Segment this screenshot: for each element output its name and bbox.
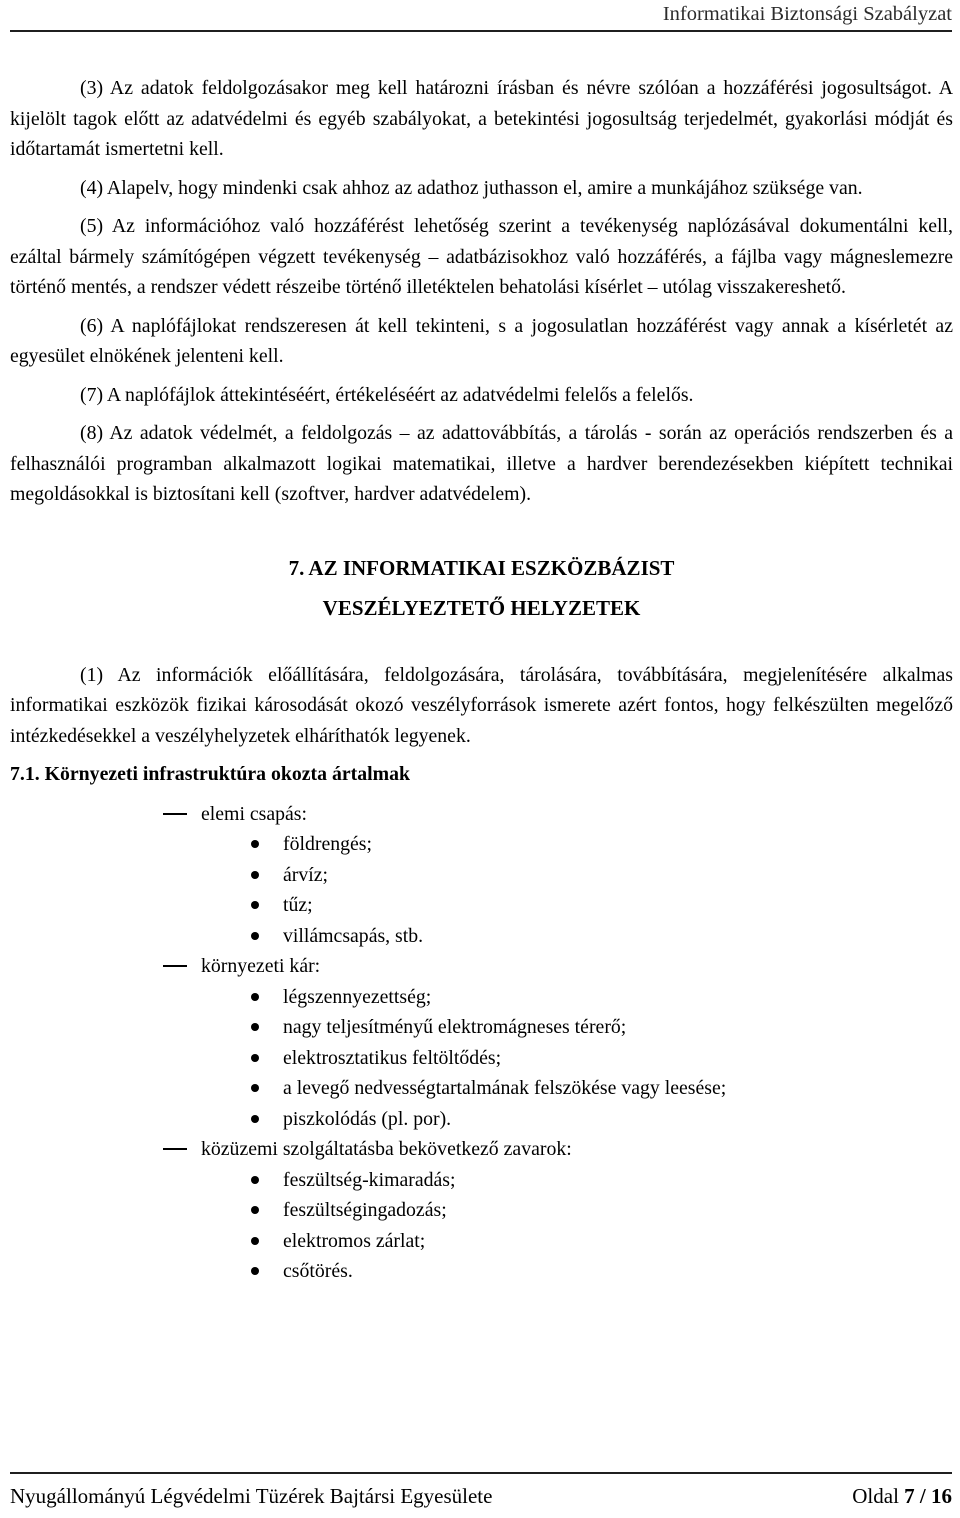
page-content (10, 73, 953, 1287)
list-item-group (10, 1134, 953, 1287)
list-item (10, 982, 953, 1013)
hazard-list (10, 799, 953, 1287)
chapter-title-line-2: VESZÉLYEZTETŐ HELYZETEK (322, 595, 641, 620)
list-item-group (10, 799, 953, 952)
list-item-text: villámcsapás, stb. (283, 924, 424, 947)
page-separator: / (919, 1484, 926, 1508)
list-item-text: nagy teljesítményű elektromágneses térerő; (283, 1016, 627, 1038)
list-item (10, 890, 953, 921)
list-item (10, 860, 953, 891)
list-item (10, 1195, 953, 1226)
page-footer (10, 1472, 952, 1514)
bullet-marker (251, 932, 259, 940)
chapter-title-line-1: 7. AZ INFORMATIKAI ESZKÖZBÁZIST (288, 555, 675, 580)
sub-list (201, 982, 953, 1135)
list-item-text: feszültségingadozás; (283, 1199, 447, 1221)
paragraph-6: (6) A naplófájlokat rendszeresen át kell tekinteni, s a jogosulatlan hozzáférést vagy annak a kísérletét az egyesület elnökének jelenteni kell. (10, 314, 953, 367)
dash-marker (163, 965, 187, 967)
page-current: 7 (904, 1484, 915, 1508)
paragraph-8: (8) Az adatok védelmét, a feldolgozás – az adattovábbítás, a tárolás - során az operációs rendszerben és a felhasználói programban alkalmazott logikai matematikai, illetve a hardver berendezésekben kiépített technikai megoldásokkal is biztosítani kell (szoftver, hardver adatvédelem). (10, 422, 953, 505)
paragraph-7: (7) A naplófájlok áttekintéséért, értékeléséért az adatvédelmi felelős a felelős. (80, 383, 694, 406)
bullet-marker (251, 871, 259, 879)
list-item-text: tűz; (283, 894, 313, 916)
list-item-text: a levegő nedvességtartalmának felszökése vagy leesése; (283, 1077, 727, 1099)
list-item-text: légszennyezettség; (283, 985, 432, 1008)
group-label: közüzemi szolgáltatásba bekövetkező zavarok: (201, 1138, 572, 1160)
list-item (10, 1226, 953, 1257)
bullet-marker (251, 840, 259, 848)
list-item (10, 1043, 953, 1074)
chapter-intro-paragraph: (1) Az információk előállítására, feldolgozására, tárolására, továbbítására, megjelenítésére alkalmas informatikai eszközök fizikai károsodását okozó veszélyforrások ismerete azért fontos, hogy felkészülten megelőző intézkedésekkel a veszélyhelyzetek elháríthatók legyenek. (10, 663, 953, 747)
page-number (852, 1474, 952, 1518)
bullet-marker (251, 901, 259, 909)
list-item-text: elektromos zárlat; (283, 1229, 426, 1252)
bullet-marker (251, 1023, 259, 1031)
list-item (10, 921, 953, 952)
bullet-marker (251, 1084, 259, 1092)
list-item (10, 1104, 953, 1135)
bullet-marker (251, 1176, 259, 1184)
page-total: 16 (931, 1484, 952, 1508)
list-item-text: feszültség-kimaradás; (283, 1168, 456, 1191)
bullet-marker (251, 1206, 259, 1214)
sub-list (201, 829, 953, 951)
chapter-heading (10, 548, 953, 628)
list-item-text: földrengés; (283, 833, 372, 855)
bullet-marker (251, 1267, 259, 1275)
paragraph-4: (4) Alapelv, hogy mindenki csak ahhoz az adathoz juthasson el, amire a munkájához szüksége van. (80, 176, 863, 199)
group-label: elemi csapás: (201, 802, 308, 825)
bullet-marker (251, 993, 259, 1001)
bullet-marker (251, 1115, 259, 1123)
list-item-text: árvíz; (283, 863, 329, 886)
list-item (10, 1073, 953, 1104)
list-item (10, 829, 953, 860)
list-item-text: csőtörés. (283, 1260, 353, 1282)
dash-marker (163, 813, 187, 815)
page-header (10, 0, 952, 32)
paragraph-3: (3) Az adatok feldolgozásakor meg kell határozni írásban és névre szólóan a hozzáférési jogosultságot. A kijelölt tagok előtt az adatvédelmi és egyéb szabályokat, a betekintési jogosultság terjedelmét, gyakorlási módját és időtartamát ismertetni kell. (10, 77, 953, 160)
section-heading: 7.1. Környezeti infrastruktúra okozta ártalmak (10, 763, 410, 785)
list-item (10, 1165, 953, 1196)
list-item-group (10, 951, 953, 1134)
sub-list (201, 1165, 953, 1287)
list-item (10, 1012, 953, 1043)
page-label: Oldal (852, 1484, 899, 1508)
list-item (10, 1256, 953, 1287)
list-item-text: piszkolódás (pl. por). (283, 1107, 452, 1130)
paragraph-5: (5) Az információhoz való hozzáférést lehetőség szerint a tevékenység naplózásával dokumentálni kell, ezáltal bármely számítógépen végzett tevékenység – adatbázisokhoz való hozzáférés, a fájlba vagy mágneslemezre történő mentés, a rendszer védett részeibe történő illetéktelen behatolási kísérlet – utólag visszakereshető. (10, 215, 953, 298)
document-title: Informatikai Biztonsági Szabályzat (662, 3, 952, 25)
bullet-marker (251, 1237, 259, 1245)
dash-marker (163, 1148, 187, 1150)
bullet-marker (251, 1054, 259, 1062)
group-label: környezeti kár: (201, 955, 321, 977)
list-item-text: elektrosztatikus feltöltődés; (283, 1046, 502, 1069)
organization-name: Nyugállományú Légvédelmi Tüzérek Bajtársi Egyesülete (10, 1484, 493, 1508)
